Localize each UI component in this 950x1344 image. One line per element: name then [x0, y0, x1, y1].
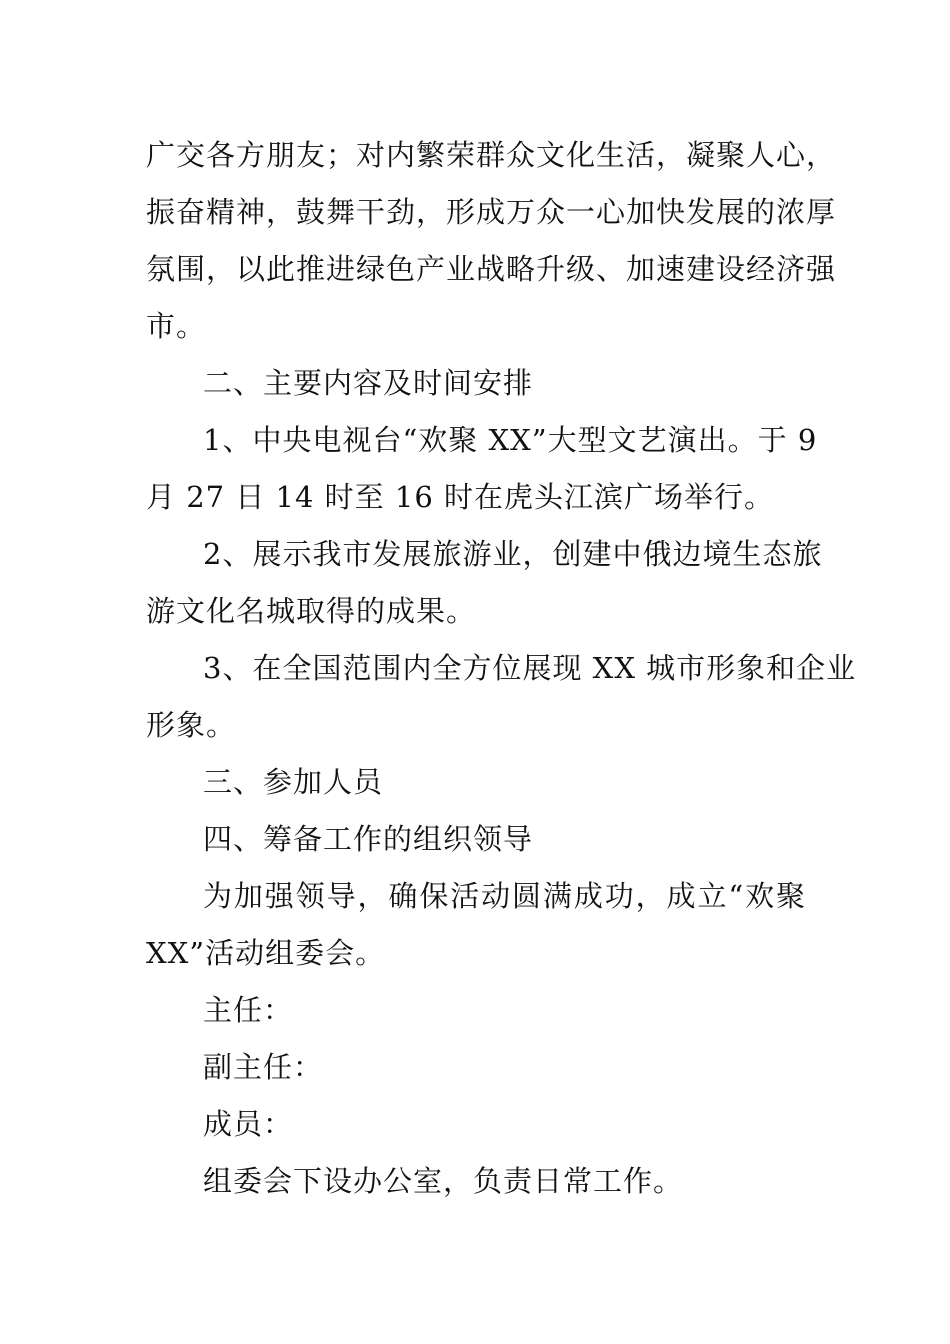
section-heading: 二、主要内容及时间安排	[203, 366, 534, 400]
role-label: 成员：	[203, 1107, 294, 1141]
role-label: 副主任：	[203, 1050, 324, 1084]
paragraph-line: 振奋精神，鼓舞干劲，形成万众一心加快发展的浓厚	[146, 195, 837, 229]
section-heading: 三、参加人员	[203, 765, 384, 799]
paragraph-line: 市。	[146, 309, 207, 343]
section-heading: 四、筹备工作的组织领导	[203, 822, 534, 856]
list-item-line: 2、展示我市发展旅游业，创建中俄边境生态旅	[203, 537, 823, 571]
paragraph-line: 氛围，以此推进绿色产业战略升级、加速建设经济强	[146, 252, 837, 286]
list-item-line: 形象。	[146, 708, 237, 742]
list-item-line: 3、在全国范围内全方位展现 XX 城市形象和企业	[203, 651, 857, 685]
list-item-line: 月 27 日 14 时至 16 时在虎头江滨广场举行。	[146, 480, 775, 514]
list-item-line: 游文化名城取得的成果。	[146, 594, 477, 628]
paragraph-line: 组委会下设办公室，负责日常工作。	[203, 1164, 684, 1198]
paragraph-line: 为加强领导，确保活动圆满成功，成立“欢聚	[203, 879, 806, 913]
paragraph-line: 广交各方朋友；对内繁荣群众文化生活，凝聚人心，	[146, 138, 837, 172]
paragraph-line: XX”活动组委会。	[146, 936, 386, 970]
list-item-line: 1、中央电视台“欢聚 XX”大型文艺演出。于 9	[203, 423, 818, 457]
role-label: 主任：	[203, 993, 294, 1027]
